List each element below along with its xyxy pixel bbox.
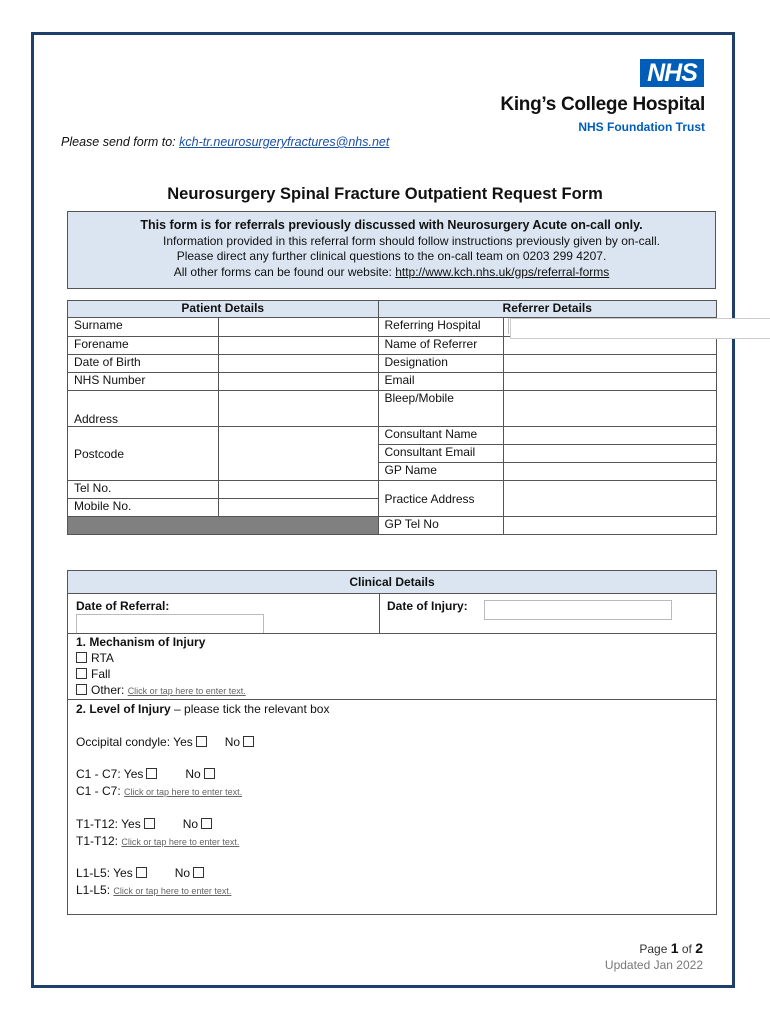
clinical-details-header: Clinical Details <box>349 575 435 589</box>
bleep-field[interactable] <box>504 391 717 427</box>
date-of-referral-input[interactable] <box>76 614 264 634</box>
page-number <box>639 940 703 956</box>
level-suffix: – please tick the relevant box <box>170 702 330 716</box>
fall-label: Fall <box>91 667 111 681</box>
send-label: Please send form to: <box>61 135 180 149</box>
referral-forms-link[interactable]: http://www.kch.nhs.uk/gps/referral-forms <box>395 264 610 279</box>
mech-fall-row[interactable] <box>76 667 110 681</box>
consultant-email-label: Consultant Email <box>378 445 504 463</box>
gp-name-field[interactable] <box>504 463 717 481</box>
occipital-no-label: No <box>224 735 241 749</box>
gp-tel-label: GP Tel No <box>378 517 504 535</box>
t1-row <box>76 817 212 831</box>
address-label: Address <box>68 391 219 427</box>
info-line-4-prefix: All other forms can be found our website: <box>173 264 396 279</box>
nhs-number-label: NHS Number <box>68 373 219 391</box>
rta-checkbox[interactable] <box>76 652 87 663</box>
referrer-details-header: Referrer Details <box>378 301 717 318</box>
other-text-input[interactable]: Click or tap here to enter text. <box>127 686 246 696</box>
divider <box>68 633 716 634</box>
c1-text-input[interactable]: Click or tap here to enter text. <box>124 787 243 797</box>
c1-row <box>76 767 215 781</box>
referring-hospital-label: Referring Hospital <box>378 318 504 337</box>
mech-other-row[interactable] <box>76 683 246 697</box>
t1-no-label: No <box>182 817 199 831</box>
mobile-field[interactable] <box>218 499 378 517</box>
forename-label: Forename <box>68 337 219 355</box>
address-field[interactable] <box>218 391 378 427</box>
l1-text-input[interactable]: Click or tap here to enter text. <box>113 886 232 896</box>
of-word: of <box>678 942 696 956</box>
page-word: Page <box>639 942 671 956</box>
other-label: Other: <box>91 683 128 697</box>
email-label: Email <box>378 373 504 391</box>
designation-field[interactable] <box>504 355 717 373</box>
practice-address-label: Practice Address <box>378 481 504 517</box>
dob-label: Date of Birth <box>68 355 219 373</box>
form-title: Neurosurgery Spinal Fracture Outpatient Request Form <box>167 185 603 203</box>
l1-no-label: No <box>174 866 191 880</box>
t1-label: T1-T12: Yes <box>76 817 141 831</box>
fall-checkbox[interactable] <box>76 668 87 679</box>
t1-text-label: T1-T12: <box>76 834 122 848</box>
email-field[interactable] <box>504 373 717 391</box>
info-box <box>67 211 716 289</box>
info-line-3: Please direct any further clinical questions to the on-call team on 0203 299 4207. <box>176 249 607 263</box>
t1-text-row <box>76 834 239 848</box>
name-of-referrer-field[interactable] <box>504 337 717 355</box>
occipital-label: Occipital condyle: Yes <box>76 735 193 749</box>
org-name: King’s College Hospital <box>500 94 705 115</box>
bleep-label: Bleep/Mobile <box>378 391 504 427</box>
c1-label: C1 - C7: Yes <box>76 767 144 781</box>
page-current: 1 <box>670 940 679 956</box>
name-of-referrer-label: Name of Referrer <box>378 337 504 355</box>
tel-field[interactable] <box>218 481 378 499</box>
c1-no-label: No <box>185 767 201 781</box>
c1-text-row <box>76 784 242 798</box>
surname-label: Surname <box>68 318 219 337</box>
t1-no-checkbox[interactable] <box>201 818 212 829</box>
page-total: 2 <box>695 940 703 956</box>
l1-row <box>76 866 204 880</box>
t1-yes-checkbox[interactable] <box>144 818 155 829</box>
occipital-yes-checkbox[interactable] <box>196 736 207 747</box>
info-line-1: This form is for referrals previously discussed with Neurosurgery Acute on-call only. <box>140 218 643 232</box>
consultant-name-field[interactable] <box>504 427 717 445</box>
divider <box>68 593 716 594</box>
l1-text-row <box>76 883 231 897</box>
gp-name-label: GP Name <box>378 463 504 481</box>
tel-label: Tel No. <box>68 481 219 499</box>
consultant-email-field[interactable] <box>504 445 717 463</box>
date-of-injury-label: Date of Injury: <box>387 599 468 613</box>
level-title-row <box>76 702 329 716</box>
surname-field[interactable] <box>218 318 378 337</box>
c1-text-label: C1 - C7: <box>76 784 125 798</box>
postcode-field[interactable] <box>218 427 378 481</box>
c1-yes-checkbox[interactable] <box>146 768 157 779</box>
occipital-no-checkbox[interactable] <box>243 736 254 747</box>
nhs-number-field[interactable] <box>218 373 378 391</box>
referring-hospital-field[interactable] <box>504 318 717 337</box>
l1-label: L1-L5: Yes <box>76 866 133 880</box>
clinical-details-box <box>67 570 717 915</box>
level-title: 2. Level of Injury <box>76 702 171 716</box>
c1-no-checkbox[interactable] <box>204 768 215 779</box>
details-table <box>67 300 717 535</box>
mobile-label: Mobile No. <box>68 499 219 517</box>
mech-rta-row[interactable] <box>76 651 114 665</box>
patient-details-header: Patient Details <box>68 301 379 318</box>
info-line-2: Information provided in this referral form should follow instructions previously given by on-call. <box>163 233 660 248</box>
postcode-label: Postcode <box>68 427 219 481</box>
divider <box>68 699 716 700</box>
send-email-link[interactable]: kch-tr.neurosurgeryfractures@nhs.net <box>179 135 390 149</box>
date-of-referral-label: Date of Referral: <box>76 599 170 613</box>
occipital-row <box>76 735 254 749</box>
mechanism-title: 1. Mechanism of Injury <box>76 635 206 649</box>
divider <box>379 593 380 633</box>
other-checkbox[interactable] <box>76 684 87 695</box>
l1-no-checkbox[interactable] <box>193 867 204 878</box>
designation-label: Designation <box>378 355 504 373</box>
updated-date: Updated Jan 2022 <box>604 958 703 972</box>
date-of-injury-input[interactable] <box>484 600 672 620</box>
trust-name: NHS Foundation Trust <box>578 120 705 134</box>
rta-label: RTA <box>91 651 114 665</box>
dob-field[interactable] <box>218 355 378 373</box>
l1-yes-checkbox[interactable] <box>136 867 147 878</box>
t1-text-input[interactable]: Click or tap here to enter text. <box>121 837 240 847</box>
consultant-name-label: Consultant Name <box>378 427 504 445</box>
l1-text-label: L1-L5: <box>76 883 114 897</box>
grey-filler <box>68 517 379 535</box>
practice-address-field[interactable] <box>504 481 717 517</box>
forename-field[interactable] <box>218 337 378 355</box>
gp-tel-field[interactable] <box>504 517 717 535</box>
info-line-4 <box>68 265 715 281</box>
send-to-line <box>61 135 389 149</box>
nhs-logo: NHS <box>640 59 704 87</box>
